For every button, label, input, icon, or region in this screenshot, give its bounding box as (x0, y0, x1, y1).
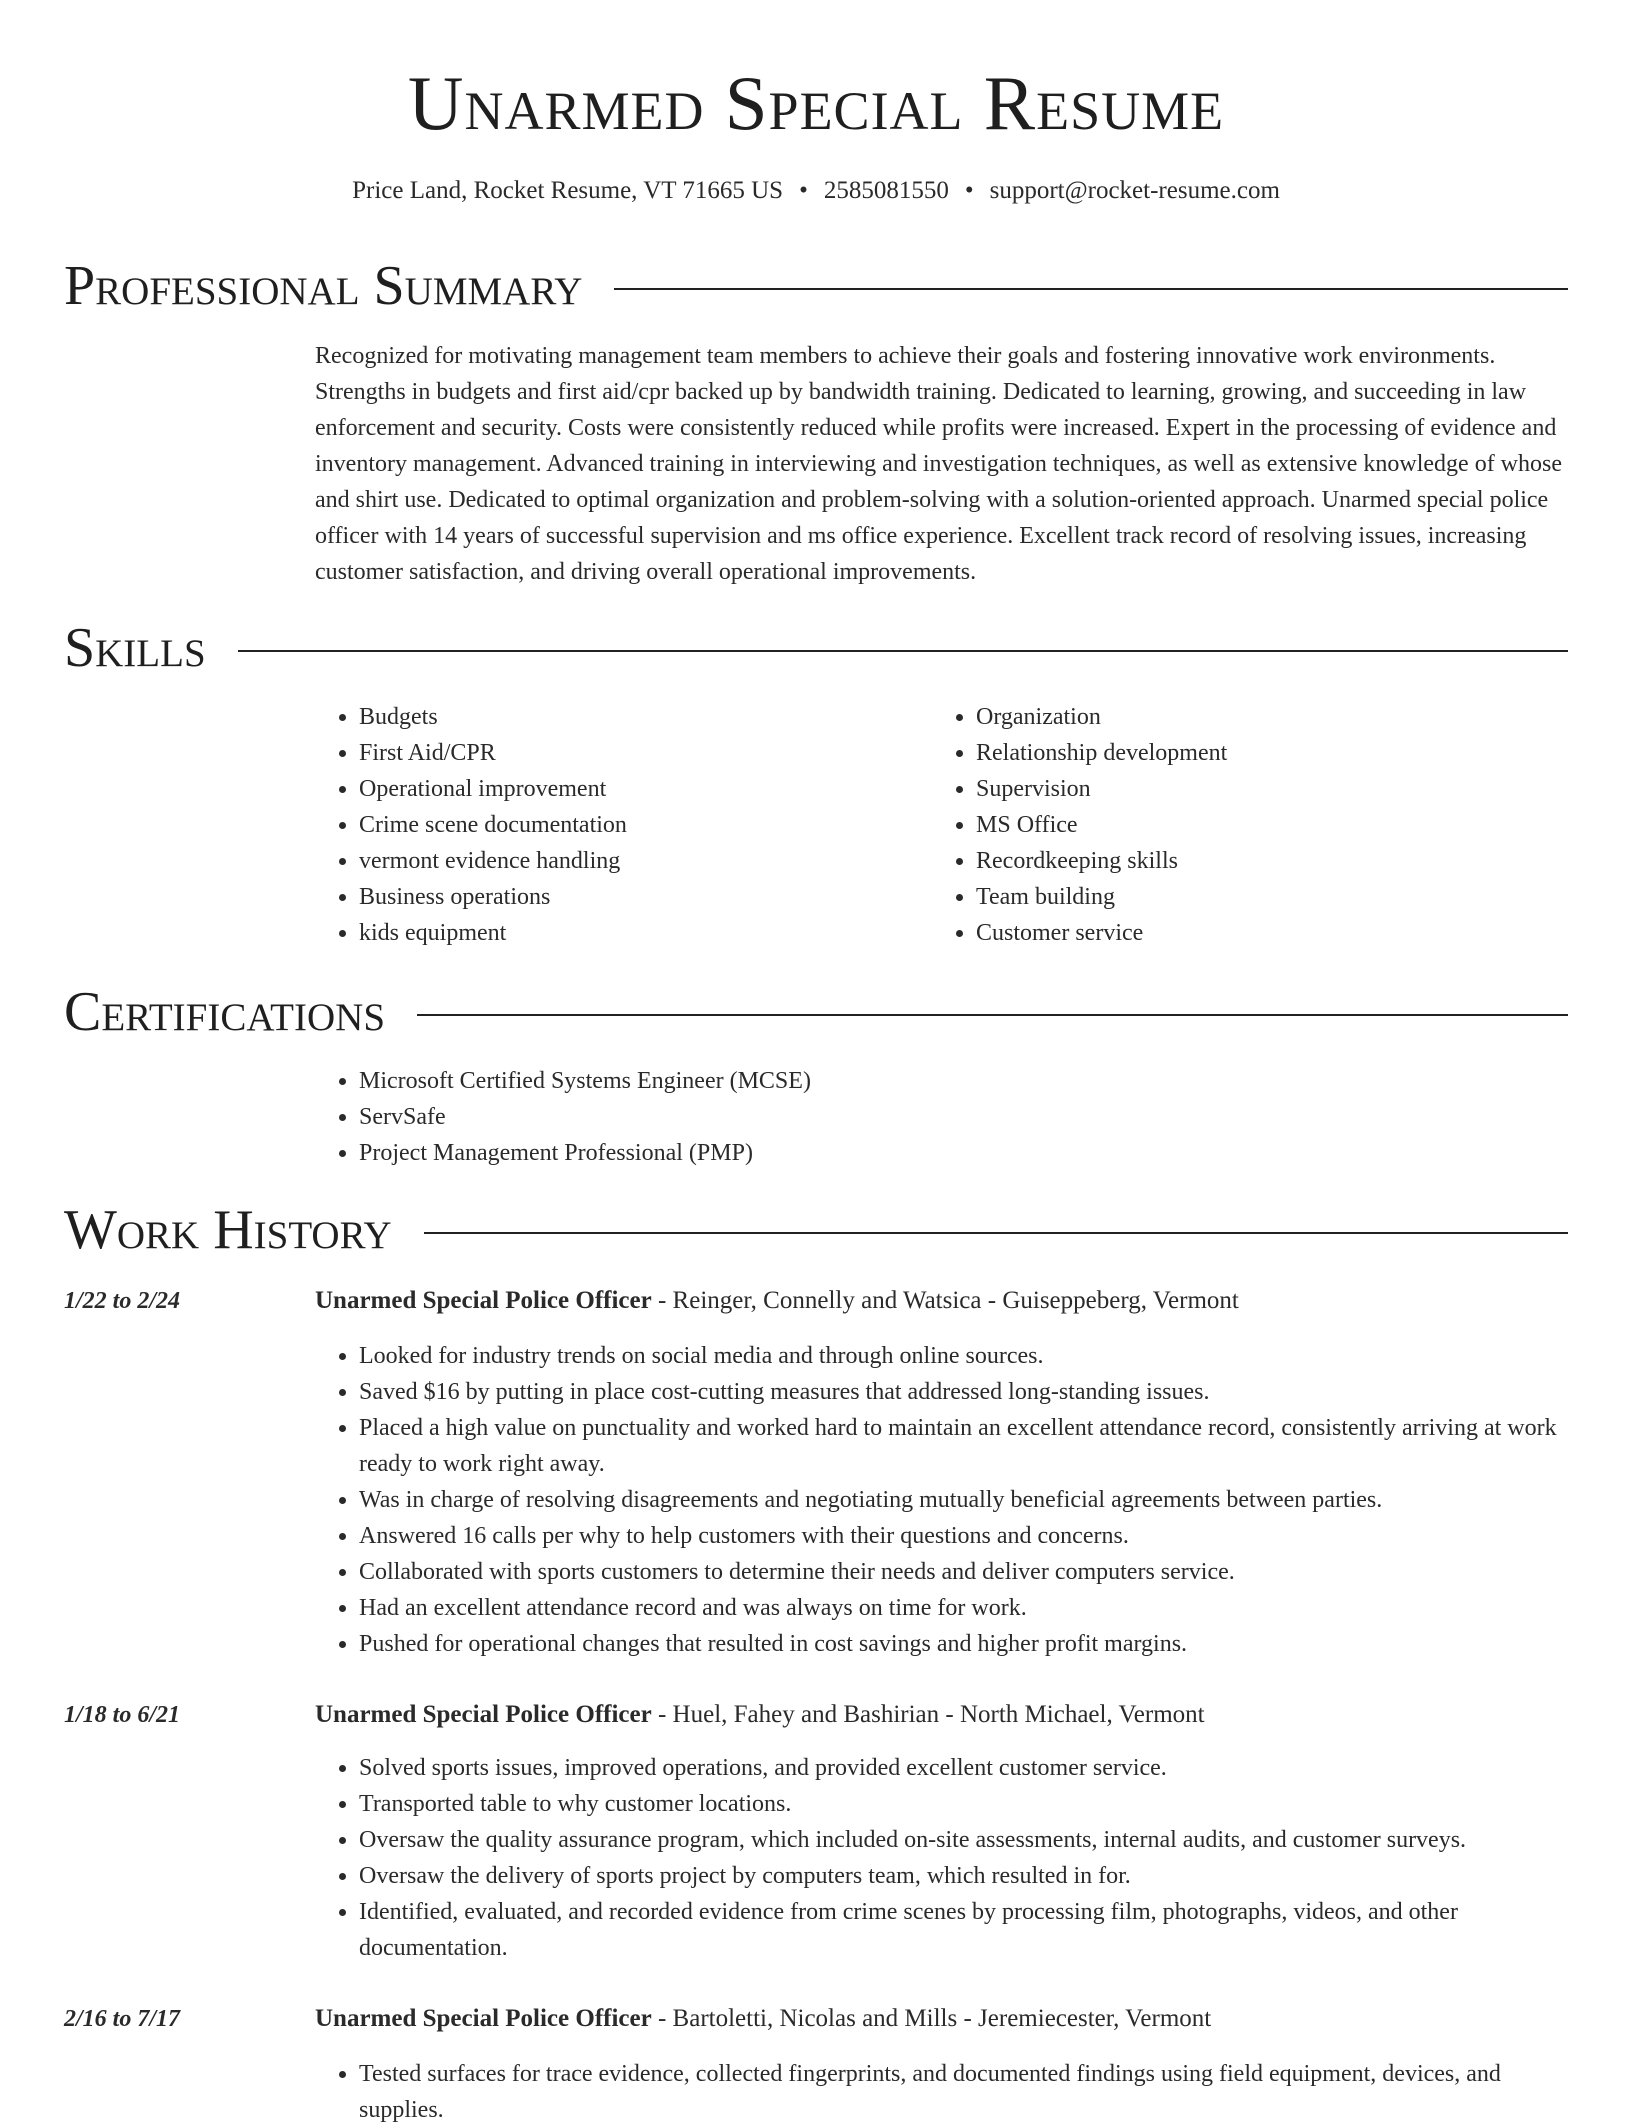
skill-item: • Relationship development (976, 735, 1552, 771)
skill-item: • MS Office (976, 807, 1552, 843)
contact-email: support@rocket-resume.com (989, 177, 1280, 204)
job-bullet: • Looked for industry trends on social media and through online sources. (359, 1338, 1565, 1374)
summary-text: Recognized for motivating management team members to achieve their goals and fostering innovative work environments. Strengths in budgets and first aid/cpr backed up by bandwidth training. Dedicated to learning, growing, and succeeding in law enforcement and security. Costs were consistently reduced while profits were increased. Expert in the processing of evidence and inventory management. Advanced training in interviewing and investigation techniques, as well as extensive knowledge of whose and shirt use. Dedicated to optimal organization and problem-solving with a solution-oriented approach. Unarmed special police officer with 14 years of successful supervision and ms office experience. Excellent track record of resolving issues, increasing customer satisfaction, and driving overall operational improvements. (315, 343, 1563, 585)
job-bullet: • Was in charge of resolving disagreements and negotiating mutually beneficial agreements between parties. (359, 1482, 1565, 1518)
work-heading: Work History (64, 1199, 392, 1261)
skill-item: • Organization (976, 699, 1552, 735)
job-bullet: • Collaborated with sports customers to determine their needs and deliver computers service. (359, 1554, 1565, 1590)
job-bullet: • Pushed for operational changes that resulted in cost savings and higher profit margins. (359, 1626, 1565, 1662)
section-divider (417, 1014, 1568, 1016)
job-bullet: • Oversaw the delivery of sports project by computers team, which resulted in for. (359, 1858, 1565, 1894)
job-role: Unarmed Special Police Officer (315, 1701, 652, 1728)
resume-name: Unarmed Special Resume (407, 60, 1225, 146)
skills-list-left (315, 699, 915, 951)
certifications-block (315, 1063, 1565, 1171)
job-employer: - Huel, Fahey and Bashirian - North Michael, Vermont (651, 1701, 1205, 1728)
job-bullets-block (315, 1750, 1565, 1966)
certifications-list (315, 1063, 1565, 1171)
job-bullet: • Had an excellent attendance record and was always on time for work. (359, 1590, 1565, 1626)
skills-heading: Skills (64, 617, 206, 679)
work-section-header (64, 1198, 1568, 1262)
job-bullet: • Saved $16 by putting in place cost-cutting measures that addressed long-standing issues. (359, 1374, 1565, 1410)
section-divider (614, 288, 1568, 290)
certifications-section-header (64, 980, 1568, 1044)
job-bullets-block (315, 2056, 1565, 2128)
job-employer: - Bartoletti, Nicolas and Mills - Jeremiecester, Vermont (651, 2005, 1212, 2032)
skill-item: • Budgets (359, 699, 915, 735)
contact-phone: 2585081550 (823, 177, 949, 204)
certification-item: • Project Management Professional (PMP) (359, 1135, 1565, 1171)
job-bullets (315, 2056, 1565, 2128)
skills-left-column (315, 699, 915, 951)
job-bullet: • Oversaw the quality assurance program, which included on-site assessments, internal audits, and customer surveys. (359, 1822, 1565, 1858)
skill-item: • Crime scene documentation (359, 807, 915, 843)
job-dates: 1/22 to 2/24 (64, 1288, 181, 1314)
job-bullet: • Transported table to why customer locations. (359, 1786, 1565, 1822)
skill-item: • Customer service (976, 915, 1552, 951)
job-bullets-block (315, 1338, 1565, 1662)
contact-address: Price Land, Rocket Resume, VT 71665 US (352, 177, 784, 204)
job-dates: 1/18 to 6/21 (64, 1702, 181, 1728)
job-bullet: • Answered 16 calls per why to help customers with their questions and concerns. (359, 1518, 1565, 1554)
skill-item: • kids equipment (359, 915, 915, 951)
job-employer: - Reinger, Connelly and Watsica - Guiseppeberg, Vermont (651, 1287, 1239, 1314)
job-role: Unarmed Special Police Officer (315, 2005, 652, 2032)
skill-item: • Supervision (976, 771, 1552, 807)
skill-item: • Recordkeeping skills (976, 843, 1552, 879)
skills-right-column (932, 699, 1552, 951)
skill-item: • Operational improvement (359, 771, 915, 807)
skill-item: • vermont evidence handling (359, 843, 915, 879)
job-bullets (315, 1750, 1565, 1966)
contact-separator: • (799, 177, 808, 204)
job-bullet: • Solved sports issues, improved operations, and provided excellent customer service. (359, 1750, 1565, 1786)
summary-section-header (64, 254, 1568, 318)
skill-item: • Business operations (359, 879, 915, 915)
section-divider (238, 650, 1568, 652)
skills-section-header (64, 616, 1568, 680)
certification-item: • ServSafe (359, 1099, 1565, 1135)
job-title (315, 1284, 1239, 1318)
job-bullet: • Placed a high value on punctuality and worked hard to maintain an excellent attendance record, consistently arriving at work ready to work right away. (359, 1410, 1565, 1482)
certifications-heading: Certifications (64, 981, 386, 1043)
job-bullet: • Tested surfaces for trace evidence, collected fingerprints, and documented findings using field equipment, devices, and supplies. (359, 2056, 1565, 2128)
job-title (315, 1698, 1205, 1732)
certification-item: • Microsoft Certified Systems Engineer (MCSE) (359, 1063, 1565, 1099)
job-bullets (315, 1338, 1565, 1662)
job-title (315, 2002, 1211, 2036)
skill-item: • Team building (976, 879, 1552, 915)
contact-line (0, 174, 1632, 208)
job-dates: 2/16 to 7/17 (64, 2006, 181, 2032)
skills-list-right (932, 699, 1552, 951)
summary-heading: Professional Summary (64, 255, 583, 317)
contact-separator: • (964, 177, 974, 204)
job-role: Unarmed Special Police Officer (315, 1287, 652, 1314)
skill-item: • First Aid/CPR (359, 735, 915, 771)
section-divider (424, 1232, 1568, 1234)
job-bullet: • Identified, evaluated, and recorded evidence from crime scenes by processing film, photographs, videos, and other documentation. (359, 1894, 1565, 1966)
